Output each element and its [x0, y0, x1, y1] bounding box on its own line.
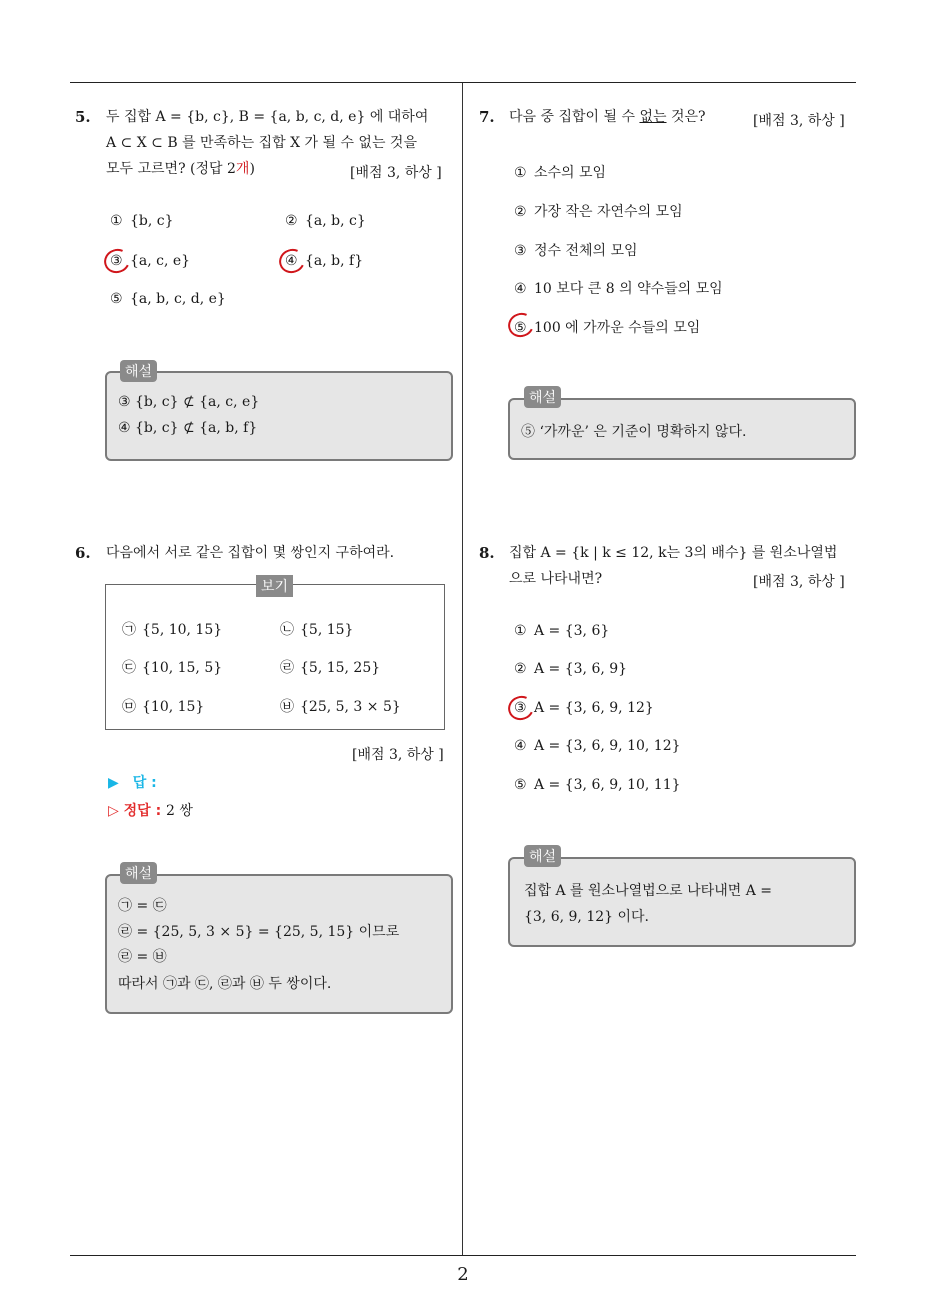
question-line: A ⊂ X ⊂ B 를 만족하는 집합 X 가 될 수 없는 것을: [106, 135, 417, 151]
explanation-tag: 해설: [120, 360, 157, 382]
question-text: 다음에서 서로 같은 집합이 몇 쌍인지 구하여라.: [106, 545, 395, 561]
option-2[interactable]: ② 가장 작은 자연수의 모임: [514, 204, 683, 220]
question-line: 두 집합 A = {b, c}, B = {a, b, c, d, e} 에 대하여: [106, 109, 429, 125]
option-1[interactable]: ① 소수의 모임: [514, 165, 607, 181]
score-label: [배점 3, 하상 ]: [753, 113, 845, 129]
option-4[interactable]: ④ 10 보다 큰 8 의 약수들의 모임: [514, 281, 723, 297]
explanation-line: 집합 A 를 원소나열법으로 나타내면 A =: [524, 883, 772, 899]
top-rule: [70, 82, 856, 83]
option-3[interactable]: ③ {a, c, e}: [110, 253, 191, 269]
option-4[interactable]: ④ {a, b, f}: [285, 253, 364, 269]
score-label: [배점 3, 하상 ]: [753, 574, 845, 590]
explanation-box: [508, 857, 856, 947]
bogi-tag: 보기: [256, 575, 293, 597]
explanation-tag: 해설: [120, 862, 157, 884]
option-5[interactable]: ⑤ 100 에 가까운 수들의 모임: [514, 320, 701, 336]
bottom-rule: [70, 1255, 856, 1256]
bogi-item: ㉣ {5, 15, 25}: [280, 660, 381, 676]
answer-mark-icon: [101, 245, 134, 276]
explanation-line: {3, 6, 9, 12} 이다.: [524, 909, 650, 925]
score-label: [배점 3, 하상 ]: [352, 747, 444, 763]
explanation-line: ㉠ = ㉢: [118, 898, 167, 914]
option-3[interactable]: ③ 정수 전체의 모임: [514, 243, 638, 259]
page-number: 2: [457, 1264, 469, 1285]
explanation-line: 따라서 ㉠과 ㉢, ㉣과 ㉥ 두 쌍이다.: [118, 976, 332, 992]
option-2[interactable]: ② A = {3, 6, 9}: [514, 661, 628, 677]
question-text: 다음 중 집합이 될 수 없는 것은?: [509, 109, 706, 125]
explanation-tag: 해설: [524, 386, 561, 408]
bogi-item: ㉡ {5, 15}: [280, 622, 354, 638]
option-1[interactable]: ① {b, c}: [110, 213, 174, 229]
explanation-line: ③ {b, c} ⊄ {a, c, e}: [118, 394, 260, 410]
explanation-tag: 해설: [524, 845, 561, 867]
question-line: 모두 고르면? (정답 2개): [106, 161, 255, 177]
play-arrow-icon: ▶: [108, 775, 119, 791]
bogi-item: ㉥ {25, 5, 3 × 5}: [280, 699, 401, 715]
bogi-item: ㉤ {10, 15}: [122, 699, 205, 715]
question-number: 5.: [75, 108, 91, 126]
option-5[interactable]: ⑤ A = {3, 6, 9, 10, 11}: [514, 777, 681, 793]
correct-answer-row: ▷ 정답 : 2 쌍: [108, 803, 193, 819]
explanation-line: ⑤ ‘가까운’ 은 기준이 명확하지 않다.: [521, 424, 747, 440]
option-1[interactable]: ① A = {3, 6}: [514, 623, 610, 639]
score-label: [배점 3, 하상 ]: [350, 165, 442, 181]
answer-row: ▶ 답 :: [108, 775, 157, 791]
column-divider: [462, 83, 463, 1255]
question-line: 으로 나타내면?: [509, 571, 603, 587]
bogi-item: ㉢ {10, 15, 5}: [122, 660, 223, 676]
question-line: 집합 A = {k | k ≤ 12, k는 3의 배수} 를 원소나열법: [509, 545, 838, 561]
question-number: 7.: [479, 108, 495, 126]
explanation-line: ㉣ = {25, 5, 3 × 5} = {25, 5, 15} 이므로: [118, 924, 400, 940]
option-4[interactable]: ④ A = {3, 6, 9, 10, 12}: [514, 738, 681, 754]
option-2[interactable]: ② {a, b, c}: [285, 213, 366, 229]
option-5[interactable]: ⑤ {a, b, c, d, e}: [110, 291, 226, 307]
explanation-line: ④ {b, c} ⊄ {a, b, f}: [118, 420, 258, 436]
bogi-item: ㉠ {5, 10, 15}: [122, 622, 223, 638]
answer-mark-icon: [276, 245, 309, 276]
explanation-box: [105, 371, 453, 461]
answer-mark-icon: [505, 692, 538, 723]
explanation-line: ㉣ = ㉥: [118, 949, 167, 965]
question-number: 8.: [479, 544, 495, 562]
question-number: 6.: [75, 544, 91, 562]
option-3[interactable]: ③ A = {3, 6, 9, 12}: [514, 700, 654, 716]
